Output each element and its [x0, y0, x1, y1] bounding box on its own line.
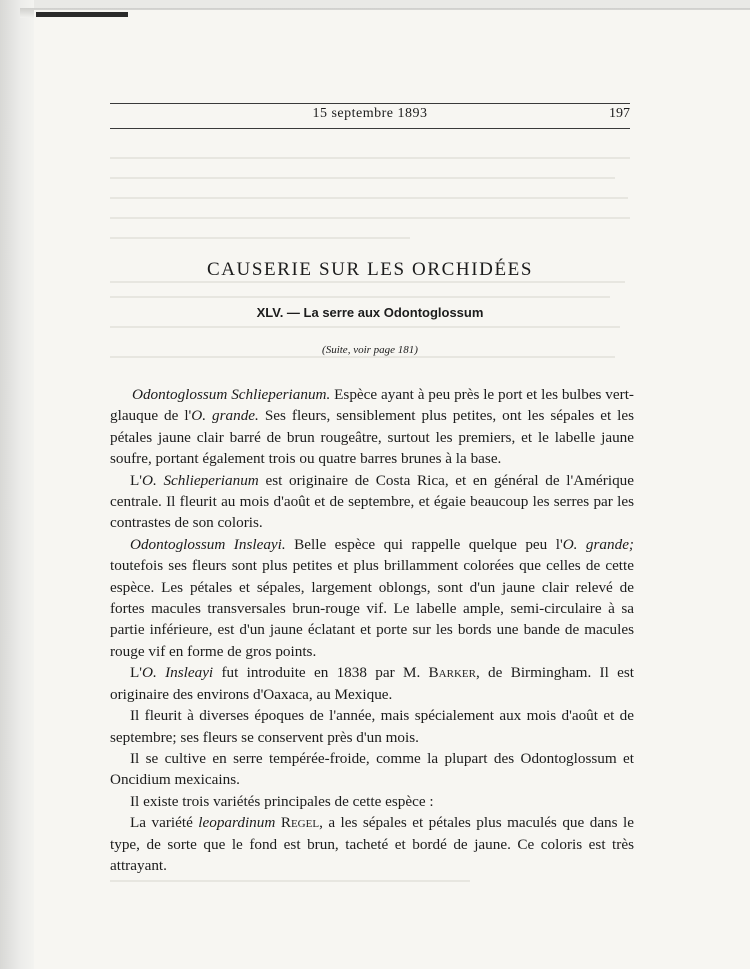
binding-mark [36, 12, 128, 17]
person-name: Regel [280, 814, 320, 832]
person-name: Barker [428, 664, 476, 682]
text-run: Ses fleurs, sensiblement plus petites, ont les sépales et les pétales jaune clair barré de brun rougeâtre, surtout les premiers, et le labelle jaune soufre, portant également trois ou quatre barres brunes à la base. [110, 407, 634, 468]
species-name: Odontoglossum Schlieperianum. [132, 386, 331, 403]
text-run: fut introduite en 1838 par M. [213, 664, 429, 682]
section-title: XLV. — La serre aux Odontoglossum [256, 305, 484, 320]
text-run: La variété [130, 814, 199, 832]
paragraph [110, 534, 634, 662]
paragraph [110, 812, 634, 876]
show-through-line [110, 281, 625, 283]
header-rule-top [110, 103, 630, 104]
species-name: O. Schlieperianum [142, 471, 259, 489]
running-header-date: 15 septembre 1893 [312, 106, 428, 121]
show-through-line [110, 880, 470, 882]
text-run: Espèce ayant à peu près le port et les bulbes vert-glauque de l' [110, 386, 634, 425]
show-through-line [110, 356, 615, 358]
text-run: , a les sépales et pétales plus maculés que dans le type, de sorte que le fond est brun, tacheté et bordé de jaune. Ce coloris est très attrayant. [110, 814, 634, 874]
show-through-line [110, 197, 628, 199]
species-name: O. grande. [191, 407, 259, 425]
paragraph: Il existe trois variétés principales de cette espèce : [130, 792, 434, 810]
article-body [110, 384, 634, 876]
variety-name: leopardinum [198, 814, 276, 832]
paragraph: Il se cultive en serre tempérée-froide, comme la plupart des Odontoglossum et Oncidium mexicains. [110, 749, 634, 789]
page-number: 197 [609, 106, 630, 121]
show-through-line [110, 157, 630, 159]
show-through-line [110, 237, 410, 239]
text-run: toutefois ses fleurs sont plus petites et plus brillamment colorées que celles de cette espèce. Les pétales et sépales, largement oblongs, sont d'un jaune clair relevé de fortes macules transversales brun-rouge vif. Le labelle ample, semi-circulaire à sa partie inférieure, est d'un jaune éclatant et porte sur les bords une bande de macules rouge vif en forme de gros points. [110, 557, 634, 660]
species-name: O. Insleayi [142, 664, 214, 682]
text-run: L' [130, 664, 143, 682]
header-rule-bottom [110, 128, 630, 129]
show-through-line [110, 296, 610, 298]
show-through-line [110, 177, 615, 179]
species-name: Odontoglossum Insleayi. [130, 535, 286, 553]
continuation-note-text: (Suite, voir page 181) [322, 344, 418, 356]
text-run: L' [130, 471, 143, 489]
show-through-line [110, 217, 630, 219]
paragraph: Il fleurit à diverses époques de l'année, mais spécialement aux mois d'août et de septembre; ses fleurs se conservent près d'un mois. [110, 707, 634, 746]
paragraph [110, 384, 634, 470]
article-title: CAUSERIE SUR LES ORCHIDÉES [206, 259, 534, 280]
paragraph [110, 662, 634, 705]
text-run: , de Birmingham. Il est originaire des environs d'Oaxaca, au Mexique. [110, 664, 634, 703]
scan-left-edge [0, 0, 34, 969]
paragraph [110, 470, 634, 534]
continuation-note [110, 344, 630, 356]
text-run: est originaire de Costa Rica, et en général de l'Amérique centrale. Il fleurit au mois d'août et de septembre, et égaie beaucoup les serres par les contrastes de son coloris. [110, 471, 634, 532]
species-name: O. grande; [562, 535, 634, 553]
text-run: Belle espèce qui rappelle quelque peu l' [285, 535, 563, 553]
show-through-line [110, 326, 620, 328]
